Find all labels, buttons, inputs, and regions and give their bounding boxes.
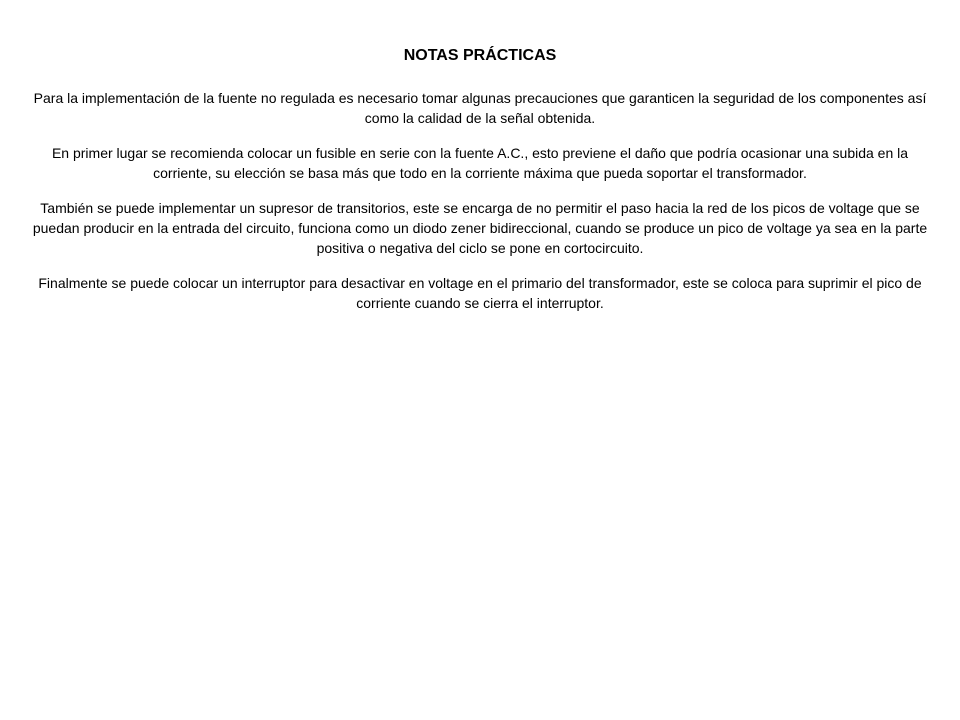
slide-title: NOTAS PRÁCTICAS bbox=[403, 47, 557, 64]
paragraph-implementation: Para la implementación de la fuente no regulada es necesario tomar algunas precauciones que garanticen la seguridad de los componentes así como la calidad de la señal obtenida. bbox=[33, 90, 927, 126]
paragraph-transient-suppressor: También se puede implementar un supresor de transitorios, este se encarga de no permitir el paso hacia la red de los picos de voltage que se puedan producir en la entrada del circuito, funciona como un diodo zener bidireccional, cuando se produce un pico de voltage ya sea en la parte positiva o negativa del ciclo se pone en cortocircuito. bbox=[32, 200, 928, 256]
paragraph-fuse: En primer lugar se recomienda colocar un fusible en serie con la fuente A.C., esto previene el daño que podría ocasionar una subida en la corriente, su elección se basa más que todo en la corriente máxima que pueda soportar el transformador. bbox=[51, 145, 909, 181]
slide-content bbox=[30, 44, 930, 328]
paragraph-switch: Finalmente se puede colocar un interruptor para desactivar en voltage en el primario del transformador, este se coloca para suprimir el pico de corriente cuando se cierra el interruptor. bbox=[38, 275, 922, 311]
